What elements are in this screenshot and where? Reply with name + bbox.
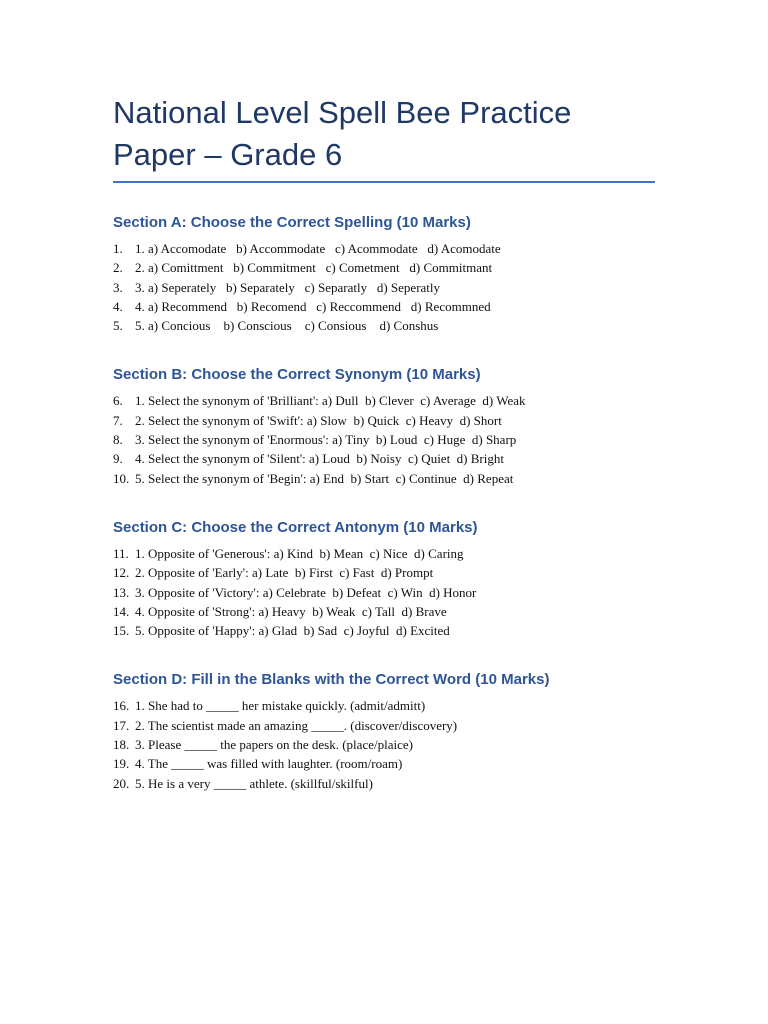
question-text: 1. She had to _____ her mistake quickly. (admit/admitt) [135,698,426,714]
question-item [113,430,655,449]
title-underline [113,181,655,183]
question-text: 5. He is a very _____ athlete. (skillful/skilful) [135,775,373,791]
question-number: 10. [113,470,130,486]
question-item [113,544,655,563]
question-number: 8. [113,432,123,448]
question-number: 9. [113,451,123,467]
section-c [113,518,655,640]
question-text: 1. Select the synonym of 'Brilliant': a) Dull b) Clever c) Average d) Weak [135,393,526,409]
question-text: 2. Opposite of 'Early': a) Late b) First c) Fast d) Prompt [135,565,434,581]
question-item [113,754,655,773]
question-text: 5. a) Concious b) Conscious c) Consious d) Conshus [135,318,439,334]
question-text: 5. Opposite of 'Happy': a) Glad b) Sad c) Joyful d) Excited [135,623,450,639]
question-item [113,449,655,468]
page-title: National Level Spell Bee Practice Paper – Grade 6 [113,95,572,172]
question-item [113,583,655,602]
question-item [113,469,655,488]
question-text: 4. a) Recommend b) Recomend c) Reccommend d) Recommned [135,298,491,314]
question-text: 3. a) Seperately b) Separately c) Separatly d) Seperatly [135,279,441,295]
question-number: 5. [113,318,123,334]
question-number: 7. [113,412,123,428]
question-text: 2. Select the synonym of 'Swift': a) Slow b) Quick c) Heavy d) Short [135,412,502,428]
question-number: 16. [113,698,130,714]
question-item [113,735,655,754]
question-item [113,411,655,430]
question-number: 20. [113,775,130,791]
question-text: 4. Select the synonym of 'Silent': a) Loud b) Noisy c) Quiet d) Bright [135,451,504,467]
question-number: 4. [113,298,123,314]
question-number: 12. [113,565,130,581]
section-heading: Section A: Choose the Correct Spelling (10 Marks) [113,214,471,231]
section-d [113,670,655,792]
question-text: 1. a) Accomodate b) Accommodate c) Acommodate d) Acomodate [135,241,501,256]
question-text: 3. Select the synonym of 'Enormous': a) Tiny b) Loud c) Huge d) Sharp [135,432,517,448]
question-item [113,774,655,793]
section-heading: Section D: Fill in the Blanks with the Correct Word (10 Marks) [113,671,550,689]
question-number: 18. [113,737,130,753]
question-text: 2. a) Comittment b) Commitment c) Cometment d) Commitmant [135,260,493,276]
question-item [113,316,655,335]
question-text: 1. Opposite of 'Generous': a) Kind b) Mean c) Nice d) Caring [135,545,464,561]
document-page [113,92,655,793]
section-heading: Section C: Choose the Correct Antonym (10 Marks) [113,518,478,536]
question-item [113,391,655,410]
question-number: 19. [113,756,130,772]
question-item [113,621,655,640]
question-list [113,544,655,640]
question-number: 15. [113,623,130,639]
section-heading: Section B: Choose the Correct Synonym (10 Marks) [113,366,481,384]
question-text: 3. Please _____ the papers on the desk. (place/plaice) [135,737,413,753]
question-number: 6. [113,393,123,409]
question-item [113,258,655,277]
question-text: 3. Opposite of 'Victory': a) Celebrate b) Defeat c) Win d) Honor [135,584,477,600]
question-item [113,716,655,735]
question-list [113,696,655,792]
question-number: 17. [113,717,130,733]
question-number: 2. [113,260,123,276]
question-item [113,278,655,297]
question-item [113,297,655,316]
question-number: 1. [113,241,123,256]
question-item [113,239,655,258]
question-text: 5. Select the synonym of 'Begin': a) End b) Start c) Continue d) Repeat [135,470,514,486]
question-item [113,563,655,582]
question-item [113,602,655,621]
section-a [113,213,655,335]
question-item [113,696,655,715]
question-number: 11. [113,545,129,561]
question-text: 4. Opposite of 'Strong': a) Heavy b) Weak c) Tall d) Brave [135,603,447,619]
section-b [113,365,655,487]
question-number: 3. [113,279,123,295]
question-list [113,391,655,487]
question-number: 13. [113,584,130,600]
question-text: 4. The _____ was filled with laughter. (room/roam) [135,756,403,772]
question-list [113,239,655,335]
question-text: 2. The scientist made an amazing _____. (discover/discovery) [135,717,458,733]
question-number: 14. [113,603,130,619]
